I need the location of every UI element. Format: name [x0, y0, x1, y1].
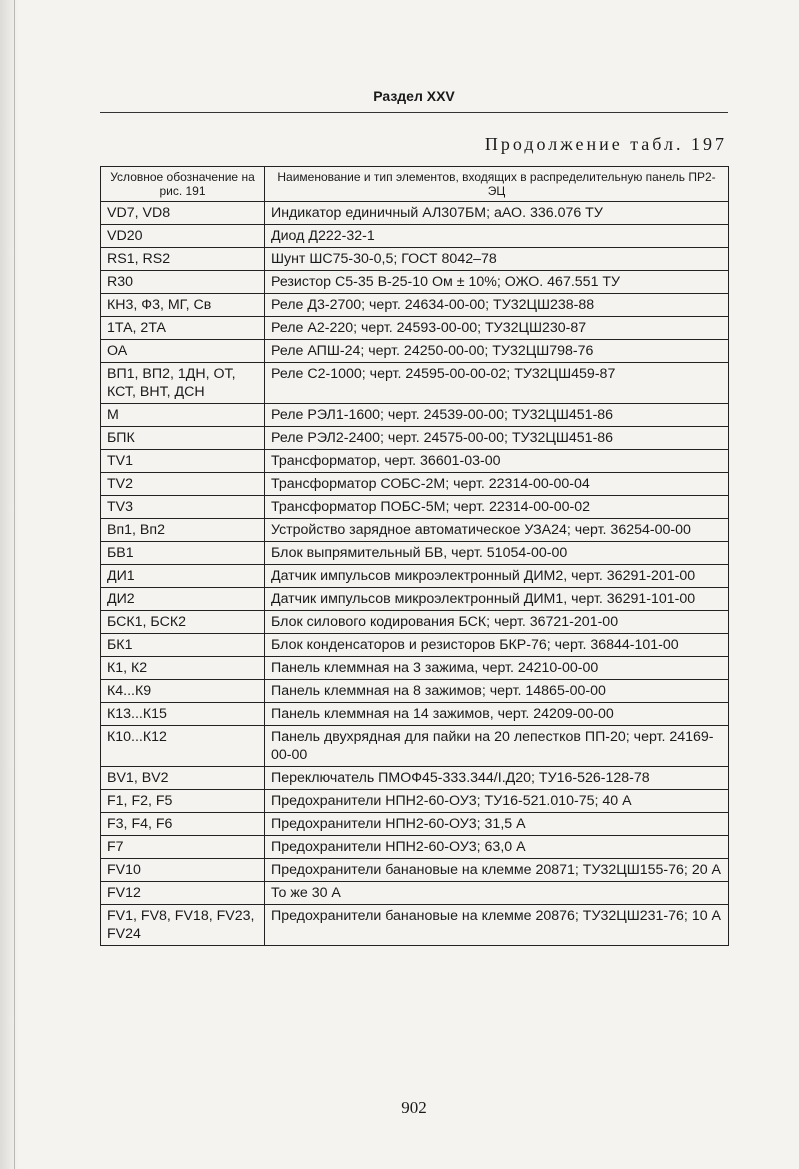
- table-row: [101, 340, 729, 363]
- table-header-row: [101, 167, 729, 202]
- element-name-cell: Трансформатор ПОБС-5М; черт. 22314-00-00-02: [265, 496, 729, 519]
- table-row: [101, 317, 729, 340]
- table-row: [101, 882, 729, 905]
- designation-cell: RS1, RS2: [101, 248, 265, 271]
- page-number: 902: [401, 1098, 427, 1117]
- element-name-cell: Реле АПШ-24; черт. 24250-00-00; ТУ32ЦШ798-76: [265, 340, 729, 363]
- element-name-cell: Реле А2-220; черт. 24593-00-00; ТУ32ЦШ230-87: [265, 317, 729, 340]
- table-row: [101, 271, 729, 294]
- element-name-cell: Датчик импульсов микроэлектронный ДИМ1, черт. 36291-101-00: [265, 588, 729, 611]
- table-row: [101, 202, 729, 225]
- page-binding-shadow: [0, 0, 18, 1169]
- designation-cell: F7: [101, 836, 265, 859]
- page-binding-edge: [14, 0, 15, 1169]
- table-row: [101, 859, 729, 882]
- element-name-cell: Датчик импульсов микроэлектронный ДИМ2, черт. 36291-201-00: [265, 565, 729, 588]
- designation-cell: TV1: [101, 450, 265, 473]
- table-row: [101, 404, 729, 427]
- table-continuation-caption: Продолжение табл. 197: [484, 134, 727, 154]
- designation-cell: ОА: [101, 340, 265, 363]
- designation-cell: F3, F4, F6: [101, 813, 265, 836]
- table-row: [101, 726, 729, 767]
- table-row: [101, 496, 729, 519]
- table-row: [101, 611, 729, 634]
- element-name-cell: Индикатор единичный АЛ307БМ; аАО. 336.076 ТУ: [265, 202, 729, 225]
- element-name-cell: Реле РЭЛ1-1600; черт. 24539-00-00; ТУ32ЦШ451-86: [265, 404, 729, 427]
- section-header: Раздел XXV: [373, 88, 455, 104]
- designation-cell: 1ТА, 2ТА: [101, 317, 265, 340]
- designation-cell: TV3: [101, 496, 265, 519]
- designation-cell: VD7, VD8: [101, 202, 265, 225]
- table-row: [101, 294, 729, 317]
- table-row: [101, 519, 729, 542]
- element-name-cell: Блок выпрямительный БВ, черт. 51054-00-00: [265, 542, 729, 565]
- designation-cell: БСК1, БСК2: [101, 611, 265, 634]
- element-name-cell: Реле РЭЛ2-2400; черт. 24575-00-00; ТУ32ЦШ451-86: [265, 427, 729, 450]
- designation-cell: КН3, Ф3, МГ, Св: [101, 294, 265, 317]
- table-row: [101, 905, 729, 946]
- element-name-cell: Панель клеммная на 8 зажимов; черт. 14865-00-00: [265, 680, 729, 703]
- designation-cell: БВ1: [101, 542, 265, 565]
- designation-cell: ВП1, ВП2, 1ДН, ОТ, КСТ, ВНТ, ДСН: [101, 363, 265, 404]
- element-name-cell: Реле С2-1000; черт. 24595-00-00-02; ТУ32ЦШ459-87: [265, 363, 729, 404]
- element-name-cell: Блок силового кодирования БСК; черт. 36721-201-00: [265, 611, 729, 634]
- element-name-cell: Блок конденсаторов и резисторов БКР-76; черт. 36844-101-00: [265, 634, 729, 657]
- header-rule: [100, 112, 728, 113]
- designation-cell: ДИ2: [101, 588, 265, 611]
- designation-cell: VD20: [101, 225, 265, 248]
- element-name-cell: Предохранители НПН2-60-ОУ3; ТУ16-521.010-75; 40 А: [265, 790, 729, 813]
- designation-cell: Вп1, Вп2: [101, 519, 265, 542]
- table-row: [101, 542, 729, 565]
- table-row: [101, 767, 729, 790]
- element-name-cell: То же 30 А: [265, 882, 729, 905]
- table-row: [101, 588, 729, 611]
- element-name-cell: Предохранители НПН2-60-ОУ3; 31,5 А: [265, 813, 729, 836]
- table-row: [101, 248, 729, 271]
- element-name-cell: Предохранители банановые на клемме 20876; ТУ32ЦШ231-76; 10 А: [265, 905, 729, 946]
- table-row: [101, 680, 729, 703]
- header-name-type: Наименование и тип элементов, входящих в распределительную панель ПР2-ЭЦ: [265, 167, 729, 202]
- table-row: [101, 450, 729, 473]
- element-name-cell: Диод Д222-32-1: [265, 225, 729, 248]
- table-row: [101, 790, 729, 813]
- element-name-cell: Предохранители НПН2-60-ОУ3; 63,0 А: [265, 836, 729, 859]
- designation-cell: BV1, BV2: [101, 767, 265, 790]
- designation-cell: ДИ1: [101, 565, 265, 588]
- element-name-cell: Трансформатор СОБС-2М; черт. 22314-00-00-04: [265, 473, 729, 496]
- element-name-cell: Панель двухрядная для пайки на 20 лепестков ПП-20; черт. 24169-00-00: [265, 726, 729, 767]
- table-row: [101, 836, 729, 859]
- element-name-cell: Трансформатор, черт. 36601-03-00: [265, 450, 729, 473]
- table-row: [101, 657, 729, 680]
- table-row: [101, 813, 729, 836]
- designation-cell: FV12: [101, 882, 265, 905]
- designation-cell: R30: [101, 271, 265, 294]
- table-body: [101, 202, 729, 946]
- designation-cell: FV10: [101, 859, 265, 882]
- element-name-cell: Панель клеммная на 3 зажима, черт. 24210-00-00: [265, 657, 729, 680]
- element-name-cell: Реле Д3-2700; черт. 24634-00-00; ТУ32ЦШ238-88: [265, 294, 729, 317]
- components-table: [100, 166, 729, 946]
- element-name-cell: Резистор С5-35 В-25-10 Ом ± 10%; ОЖО. 467.551 ТУ: [265, 271, 729, 294]
- element-name-cell: Предохранители банановые на клемме 20871; ТУ32ЦШ155-76; 20 А: [265, 859, 729, 882]
- designation-cell: К10...К12: [101, 726, 265, 767]
- designation-cell: К1, К2: [101, 657, 265, 680]
- element-name-cell: Панель клеммная на 14 зажимов, черт. 24209-00-00: [265, 703, 729, 726]
- designation-cell: БК1: [101, 634, 265, 657]
- table-row: [101, 427, 729, 450]
- table-row: [101, 565, 729, 588]
- designation-cell: БПК: [101, 427, 265, 450]
- element-name-cell: Переключатель ПМОФ45-333.344/I.Д20; ТУ16-526-128-78: [265, 767, 729, 790]
- table-row: [101, 225, 729, 248]
- table-row: [101, 634, 729, 657]
- element-name-cell: Устройство зарядное автоматическое УЗА24; черт. 36254-00-00: [265, 519, 729, 542]
- element-name-cell: Шунт ШС75-30-0,5; ГОСТ 8042–78: [265, 248, 729, 271]
- designation-cell: F1, F2, F5: [101, 790, 265, 813]
- designation-cell: FV1, FV8, FV18, FV23, FV24: [101, 905, 265, 946]
- designation-cell: TV2: [101, 473, 265, 496]
- header-designation: Условное обозначение на рис. 191: [101, 167, 265, 202]
- designation-cell: К13...К15: [101, 703, 265, 726]
- table-row: [101, 703, 729, 726]
- designation-cell: К4...К9: [101, 680, 265, 703]
- table-row: [101, 363, 729, 404]
- designation-cell: М: [101, 404, 265, 427]
- table-row: [101, 473, 729, 496]
